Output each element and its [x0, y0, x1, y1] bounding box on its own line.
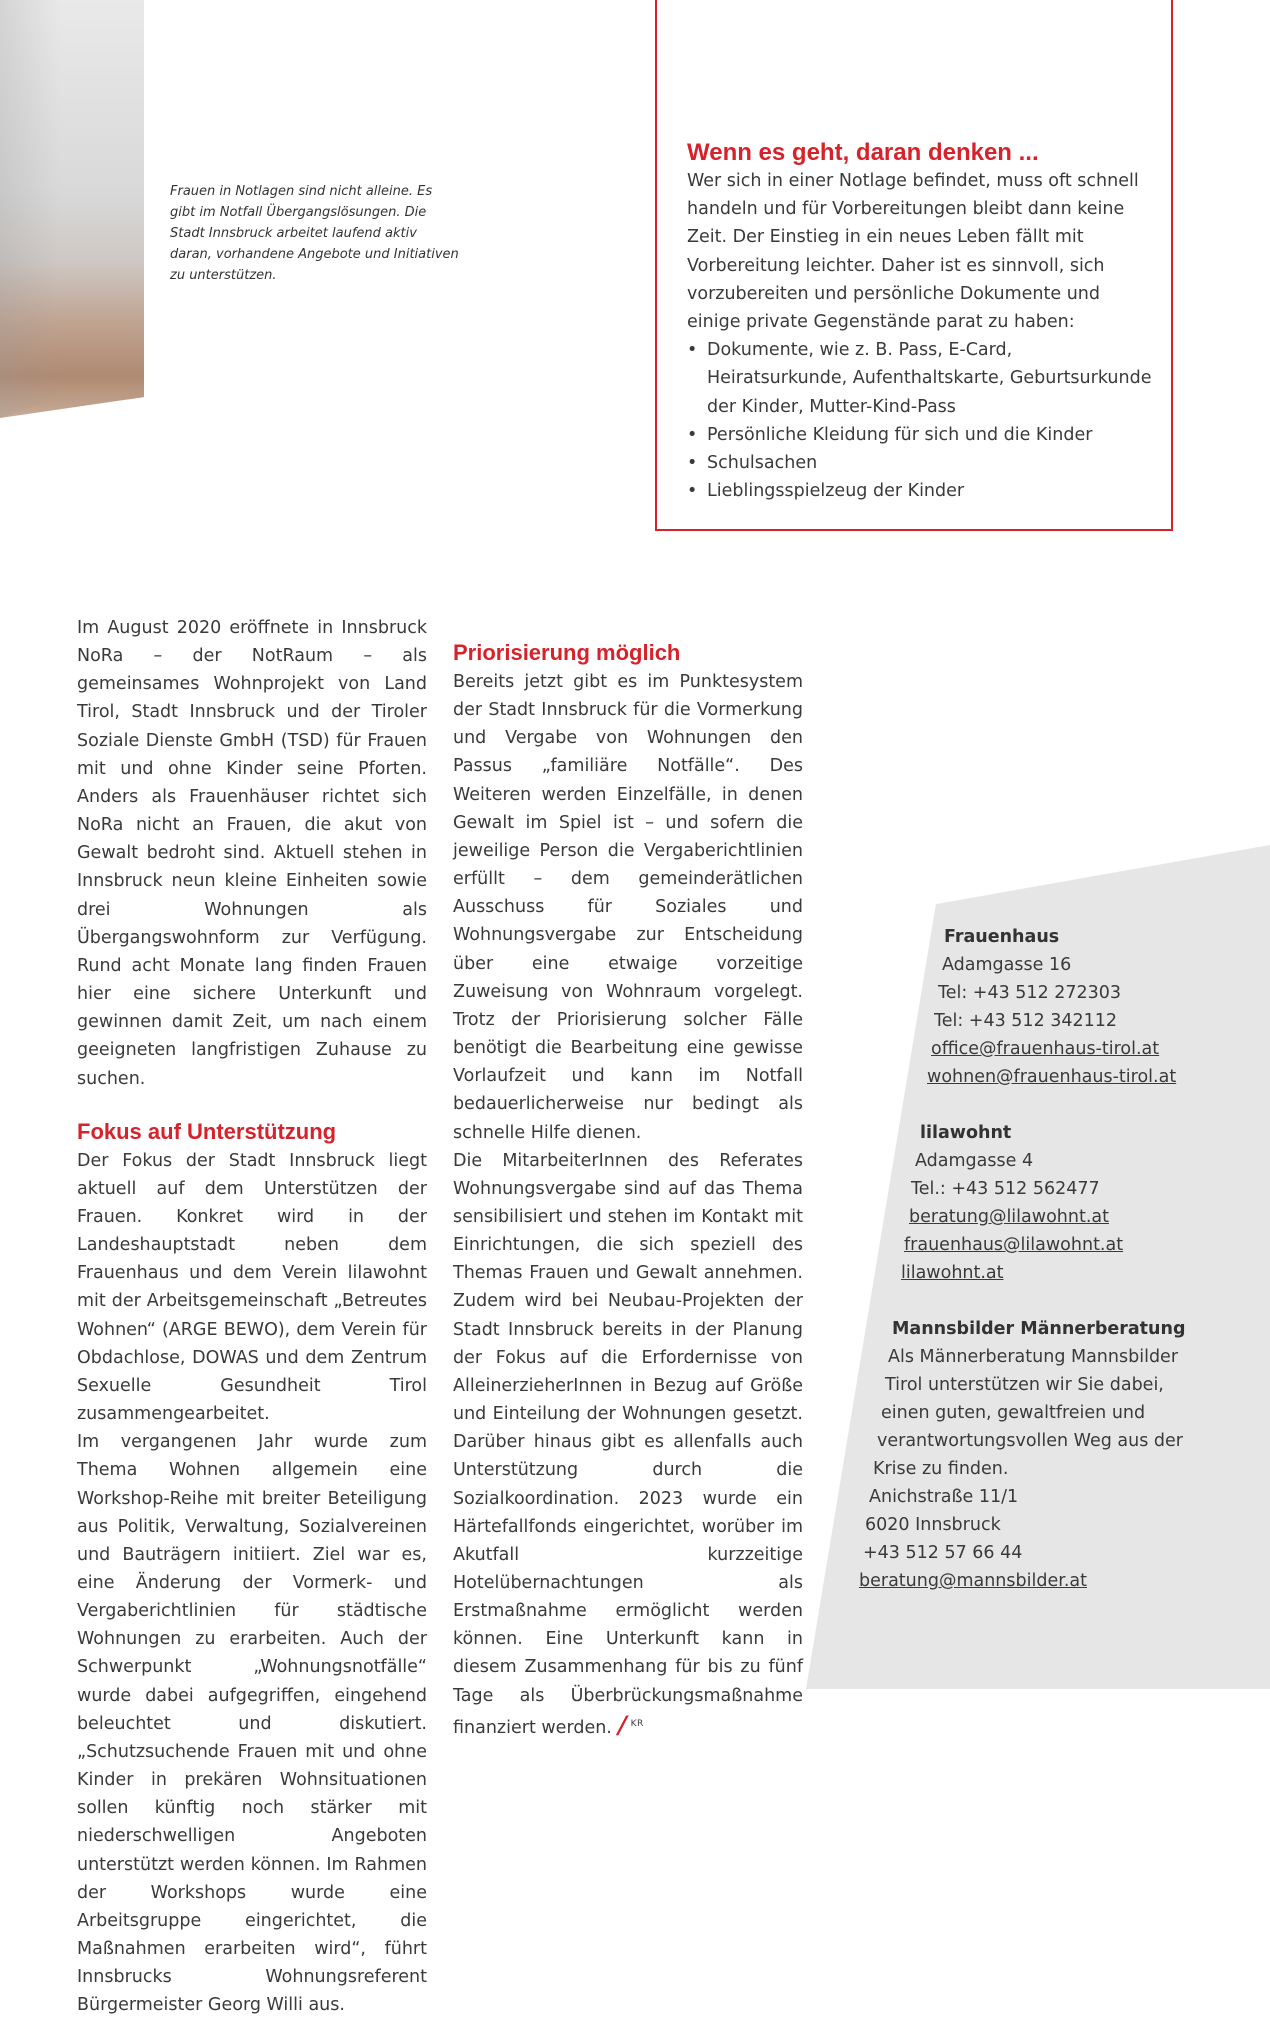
info-box-title: Wenn es geht, daran denken ... [687, 139, 1039, 166]
contact-address: Adamgasse 16 [942, 955, 1072, 975]
photo-caption [170, 181, 460, 286]
contact-description: Krise zu finden. [873, 1459, 1009, 1479]
info-box-content [687, 138, 1157, 505]
article-paragraph: Der Fokus der Stadt Innsbruck liegt aktuell auf dem Unterstützen der Frauen. Konkret wird in der Landeshauptstadt neben dem Frauenhaus und dem Verein lilawohnt mit der Arbeitsgemeinschaft „Betreutes Wohnen“ (ARGE BEWO), dem Verein für Obdachlose, DOWAS und dem Zentrum Sexuelle Gesundheit Tirol zusammengearbeitet. [77, 1150, 427, 1425]
list-item: • Lieblingsspielzeug der Kinder [687, 477, 1157, 505]
contact-phone: +43 512 57 66 44 [863, 1543, 1023, 1563]
contact-name-frauenhaus: Frauenhaus [944, 927, 1060, 947]
article-column-2 [453, 614, 803, 1742]
contact-email-link[interactable]: wohnen@frauenhaus-tirol.at [927, 1067, 1177, 1087]
author-initials: KR [630, 1718, 644, 1729]
photo-caption-text: Frauen in Notlagen sind nicht alleine. Es gibt im Notfall Übergangslösungen. Die Stadt Innsbruck arbeitet laufend aktiv daran, vorhandene Angebote und Initiativen zu unterstützen. [170, 184, 459, 283]
article-paragraph-text: Die MitarbeiterInnen des Referates Wohnungsvergabe sind auf das Thema sensibilisiert und stehen im Kontakt mit Einrichtungen, die sich speziell des Themas Frauen und Gewalt annehmen. Zudem wird bei Neubau-Projekten der Stadt Innsbruck bereits in der Planung der Fokus auf die Erfordernisse von AlleinerzieherInnen in Bezug auf Größe und Einteilung der Wohnungen gesetzt. Darüber hinaus gibt es allenfalls auch Unterstützung durch die Sozialkoordination. 2023 wurde ein Härtefallfonds eingerichtet, worüber im Akutfall kurzzeitige Hotelübernachtungen als Erstmaßnahme ermöglicht werden können. Eine Unterkunft kann in diesem Zusammenhang für bis zu fünf Tage als Überbrückungsmaßnahme finanziert werden. [453, 1150, 803, 1738]
list-item: • Persönliche Kleidung für sich und die Kinder [687, 421, 1157, 449]
contact-web-link[interactable]: lilawohnt.at [901, 1263, 1004, 1283]
contact-description: einen guten, gewaltfreien und [881, 1403, 1146, 1423]
contact-phone: Tel.: +43 512 562477 [911, 1179, 1100, 1199]
contact-name-mannsbilder: Mannsbilder Männerberatung [892, 1319, 1186, 1339]
contact-email-link[interactable]: office@frauenhaus-tirol.at [931, 1039, 1160, 1059]
article-paragraph [453, 1147, 803, 1742]
article-paragraph: Im vergangenen Jahr wurde zum Thema Wohnen allgemein eine Workshop-Reihe mit breiter Beteiligung aus Politik, Verwaltung, Sozialvereinen und Bauträgern initiiert. Ziel war es, eine Änderung der Vormerk- und Vergaberichtlinien für städtische Wohnungen zu erarbeiten. Auch der Schwerpunkt „Wohnungsnotfälle“ wurde dabei aufgegriffen, eingehend beleuchtet und diskutiert. „Schutzsuchende Frauen mit und ohne Kinder in prekären Wohnsituationen sollen künftig noch stärker mit niederschwelligen Angeboten unterstützt werden können. Im Rahmen der Workshops wurde eine Arbeitsgruppe eingerichtet, die Maßnahmen erarbeiten wird“, führt Innsbrucks Wohnungsreferent Bürgermeister Georg Willi aus. [77, 1432, 427, 2016]
contact-address: Anichstraße 11/1 [869, 1487, 1019, 1507]
contact-phone: Tel: +43 512 342112 [934, 1011, 1118, 1031]
contact-email-link[interactable]: frauenhaus@lilawohnt.at [904, 1235, 1124, 1255]
list-item: • Schulsachen [687, 449, 1157, 477]
header-photo-shade [0, 0, 60, 418]
contact-name-lilawohnt: lilawohnt [920, 1123, 1012, 1143]
section-heading-priorisierung: Priorisierung möglich [453, 640, 681, 665]
info-box [655, 0, 1173, 531]
contact-email-link[interactable]: beratung@lilawohnt.at [909, 1207, 1109, 1227]
contact-description: verantwortungsvollen Weg aus der [877, 1431, 1183, 1451]
article-paragraph: Bereits jetzt gibt es im Punktesystem der Stadt Innsbruck für die Vormerkung und Vergabe von Wohnungen den Passus „familiäre Notfälle“. Des Weiteren werden Einzelfälle, in denen Gewalt im Spiel ist – und sofern die jeweilige Person die Vergaberichtlinien erfüllt – dem gemeinderätlichen Ausschuss für Soziales und Wohnungsvergabe zur Entscheidung über eine etwaige vorzeitige Zuweisung von Wohnraum vorgelegt. Trotz der Priorisierung solcher Fälle benötigt die Bearbeitung eine gewisse Vorlaufzeit und kann im Notfall bedauerlicherweise nur bedingt als schnelle Hilfe dienen. [453, 672, 803, 1143]
contact-address: Adamgasse 4 [915, 1151, 1034, 1171]
contact-description: Als Männerberatung Mannsbilder [888, 1347, 1179, 1367]
end-mark-icon: / [614, 1710, 630, 1739]
article-paragraph: Im August 2020 eröffnete in Innsbruck NoRa – der NotRaum – als gemeinsames Wohnprojekt von Land Tirol, Stadt Innsbruck und der Tiroler Soziale Dienste GmbH (TSD) für Frauen mit und ohne Kinder seine Pforten. Anders als Frauenhäuser richtet sich NoRa nicht an Frauen, die akut von Gewalt bedroht sind. Aktuell stehen in Innsbruck neun kleine Einheiten sowie drei Wohnungen als Übergangswohnform zur Verfügung. Rund acht Monate lang finden Frauen hier eine sichere Unterkunft und gewinnen damit Zeit, um nach einem geeigneten langfristigen Zuhause zu suchen. [77, 618, 427, 1089]
article-column-1 [77, 614, 427, 2020]
contact-description: Tirol unterstützen wir Sie dabei, [885, 1375, 1164, 1395]
list-item: • Dokumente, wie z. B. Pass, E-Card, Heiratsurkunde, Aufenthaltskarte, Geburtsurkunde der Kinder, Mutter-Kind-Pass [687, 336, 1157, 421]
info-box-intro: Wer sich in einer Notlage befindet, muss oft schnell handeln und für Vorbereitungen bleibt dann keine Zeit. Der Einstieg in ein neues Leben fällt mit Vorbereitung leichter. Daher ist es sinnvoll, sich vorzubereiten und persönliche Dokumente und einige private Gegenstände parat zu haben: [687, 171, 1139, 333]
contact-email-link[interactable]: beratung@mannsbilder.at [859, 1571, 1087, 1591]
info-box-list [687, 336, 1157, 505]
contact-phone: Tel: +43 512 272303 [938, 983, 1122, 1003]
section-heading-fokus: Fokus auf Unterstützung [77, 1118, 337, 1144]
contact-city: 6020 Innsbruck [865, 1515, 1001, 1535]
